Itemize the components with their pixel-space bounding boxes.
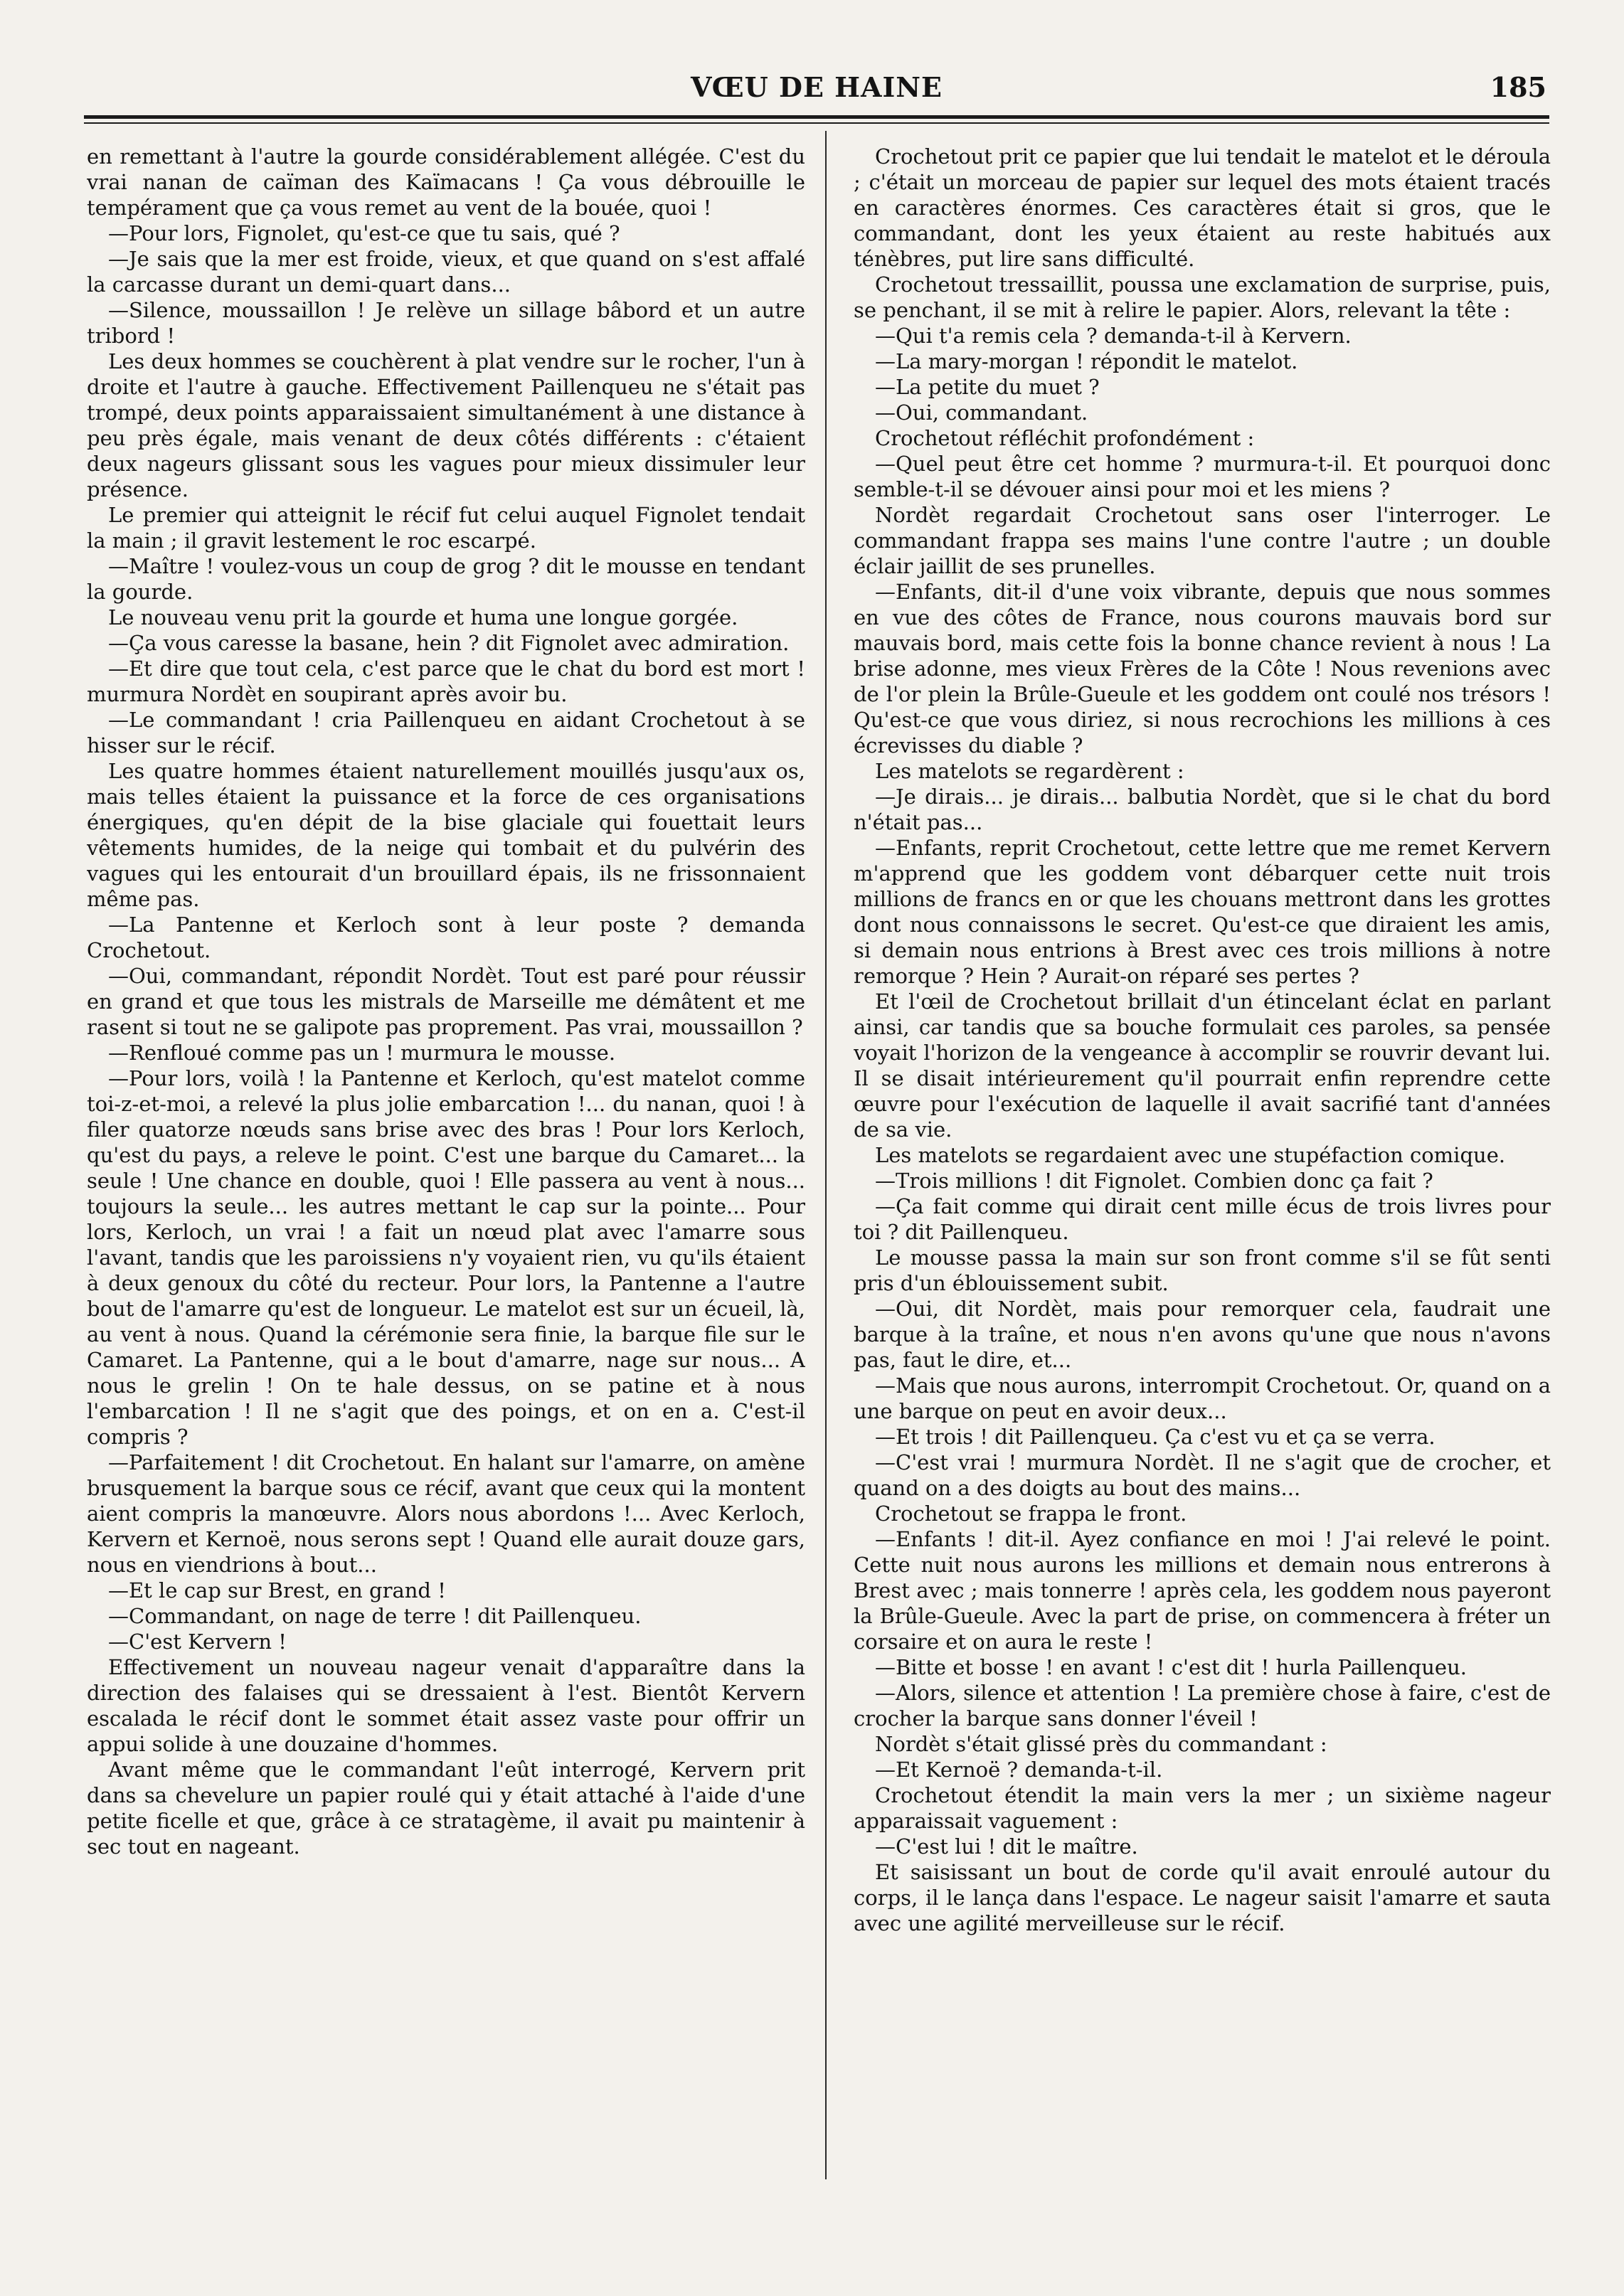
paragraph: Crochetout se frappa le front. bbox=[875, 1502, 1187, 1526]
paragraph: —Oui, dit Nordèt, mais pour remorquer cela, faudrait une barque à la traîne, et nous n'en avons qu'une que nous n'avons pas, faut le dire, et... bbox=[854, 1297, 1551, 1372]
paragraph: Et saisissant un bout de corde qu'il avait enroulé autour du corps, il le lança dans l'espace. Le nageur saisit l'amarre et sauta avec une agilité merveilleuse sur le récif. bbox=[854, 1860, 1551, 1935]
paragraph: Les deux hommes se couchèrent à plat vendre sur le rocher, l'un à droite et l'autre à gauche. Effectivement Paillenqueu ne s'était pas trompé, deux points apparaissaient simultanément à une distance à peu près égale, mais venant de deux côtés différents : c'étaient deux nageurs glissant sous les vagues pour mieux dissimuler leur présence. bbox=[87, 349, 805, 501]
paragraph: —Je sais que la mer est froide, vieux, et que quand on s'est affalé la carcasse durant un demi-quart dans... bbox=[87, 247, 805, 297]
paragraph: —Et dire que tout cela, c'est parce que le chat du bord est mort ! murmura Nordèt en soupirant après avoir bu. bbox=[87, 657, 805, 706]
paragraph: —Pour lors, voilà ! la Pantenne et Kerloch, qu'est matelot comme toi-z-et-moi, a relevé la plus jolie embarcation !... du nanan, quoi ! à filer quatorze nœuds sans brise avec des bras ! Pour lors Kerloch, qu'est du pays, a releve le point. C'est une barque du Camaret... la seule ! Une chance en double, quoi ! Elle passera au vent à nous... toujours la seule... les autres mettant le cap sur la pointe... Pour lors, Kerloch, un vrai ! a fait un nœud plat avec l'amarre sous l'avant, tandis que les paroissiens n'y voyaient rien, vu qu'ils étaient à deux genoux du côté du recteur. Pour lors, la Pantenne a l'autre bout de l'amarre qu'est de longueur. Le matelot est sur un écueil, là, au vent à nous. Quand la cérémonie sera finie, la barque file sur le Camaret. La Pantenne, qui a le bout d'amarre, nage sur nous... A nous le grelin ! On te hale dessus, on se patine et à nous l'embarcation ! Il ne s'agit que des poings, et on en a. C'est-il compris ? bbox=[87, 1066, 805, 1449]
paragraph: —Et Kernoë ? demanda-t-il. bbox=[875, 1758, 1163, 1782]
paragraph: —La petite du muet ? bbox=[875, 375, 1100, 399]
page-number: 185 bbox=[1490, 71, 1546, 103]
paragraph: —Et le cap sur Brest, en grand ! bbox=[108, 1578, 446, 1603]
paragraph: Les quatre hommes étaient naturellement mouillés jusqu'aux os, mais telles étaient la puissance et la force de ces organisations énergiques, qu'en dépit de la bise glaciale qui fouettait leurs vêtements humides, de la neige qui tombait et du pulvérin des vagues qui les entourait d'un brouillard épais, ils ne frissonnaient même pas. bbox=[87, 759, 805, 911]
paragraph: —Parfaitement ! dit Crochetout. En halant sur l'amarre, on amène brusquement la barque sous ce récif, avant que ceux qui la montent aient compris la manœuvre. Alors nous abordons !... Avec Kerloch, Kervern et Kernoë, nous serons sept ! Quand elle aurait douze gars, nous en viendrions à bout... bbox=[87, 1450, 805, 1577]
running-header bbox=[84, 63, 1549, 112]
paragraph: —Et trois ! dit Paillenqueu. Ça c'est vu et ça se verra. bbox=[875, 1425, 1435, 1449]
paragraph: —La mary-morgan ! répondit le matelot. bbox=[875, 349, 1298, 373]
paragraph: —La Pantenne et Kerloch sont à leur poste ? demanda Crochetout. bbox=[87, 913, 805, 962]
paragraph: Avant même que le commandant l'eût interrogé, Kervern prit dans sa chevelure un papier roulé qui y était attaché à l'aide d'une petite ficelle et que, grâce à ce stratagème, il avait pu maintenir à sec tout en nageant. bbox=[87, 1758, 805, 1859]
paragraph: —Le commandant ! cria Paillenqueu en aidant Crochetout à se hisser sur le récif. bbox=[87, 708, 805, 758]
paragraph: —Maître ! voulez-vous un coup de grog ? dit le mousse en tendant la gourde. bbox=[87, 554, 805, 604]
paragraph: —Oui, commandant. bbox=[875, 400, 1088, 425]
paragraph: Crochetout étendit la main vers la mer ; un sixième nageur apparaissait vaguement : bbox=[854, 1783, 1551, 1833]
paragraph: —Ça vous caresse la basane, hein ? dit Fignolet avec admiration. bbox=[108, 631, 790, 655]
paragraph: en remettant à l'autre la gourde considérablement allégée. C'est du vrai nanan de caïman des Kaïmacans ! Ça vous débrouille le tempérament que ça vous remet au vent de la bouée, quoi ! bbox=[87, 144, 805, 220]
paragraph: —Je dirais... je dirais... balbutia Nordèt, que si le chat du bord n'était pas... bbox=[854, 785, 1551, 834]
paragraph: —Mais que nous aurons, interrompit Crochetout. Or, quand on a une barque on peut en avoir deux... bbox=[854, 1373, 1551, 1423]
paragraph: —Commandant, on nage de terre ! dit Paillenqueu. bbox=[108, 1604, 642, 1628]
paragraph: —Quel peut être cet homme ? murmura-t-il. Et pourquoi donc semble-t-il se dévouer ainsi pour moi et les miens ? bbox=[854, 452, 1551, 501]
header-rule-thin bbox=[84, 122, 1549, 124]
paragraph: —C'est vrai ! murmura Nordèt. Il ne s'agit que de crocher, et quand on a des doigts au bout des mains... bbox=[854, 1450, 1551, 1500]
paragraph: Nordèt s'était glissé près du commandant : bbox=[875, 1732, 1327, 1756]
paragraph: —Bitte et bosse ! en avant ! c'est dit ! hurla Paillenqueu. bbox=[875, 1655, 1467, 1679]
paragraph: —Renfloué comme pas un ! murmura le mousse. bbox=[108, 1041, 616, 1065]
paragraph: Les matelots se regardaient avec une stupéfaction comique. bbox=[875, 1143, 1506, 1167]
paragraph: —Enfants, dit-il d'une voix vibrante, depuis que nous sommes en vue des côtes de France, nous courons mauvais bord sur mauvais bord, mais cette fois la bonne chance revient à nous ! La brise adonne, mes vieux Frères de la Côte ! Nous revenions avec de l'or plein la Brûle-Gueule et les goddem ont coulé nos trésors ! Qu'est-ce que vous diriez, si nous recrochions les millions à ces écrevisses du diable ? bbox=[854, 580, 1551, 758]
paragraph: Et l'œil de Crochetout brillait d'un étincelant éclat en parlant ainsi, car tandis que sa bouche formulait ces paroles, sa pensée voyait l'horizon de la vengeance à accomplir se rouvrir devant lui. Il se disait intérieurement qu'il pourrait enfin reprendre cette œuvre pour l'exécution de laquelle il avait sacrifié tant d'années de sa vie. bbox=[854, 989, 1551, 1142]
paragraph: Crochetout tressaillit, poussa une exclamation de surprise, puis, se penchant, il se mit à relire le papier. Alors, relevant la tête : bbox=[854, 272, 1551, 322]
paragraph: Nordèt regardait Crochetout sans oser l'interroger. Le commandant frappa ses mains l'une contre l'autre ; un double éclair jaillit de ses prunelles. bbox=[854, 503, 1551, 578]
paragraph: Le nouveau venu prit la gourde et huma une longue gorgée. bbox=[108, 605, 738, 629]
paragraph: —Qui t'a remis cela ? demanda-t-il à Kervern. bbox=[875, 324, 1352, 348]
paragraph: Les matelots se regardèrent : bbox=[875, 759, 1184, 783]
running-title: VŒU DE HAINE bbox=[690, 71, 943, 103]
paragraph: —Pour lors, Fignolet, qu'est-ce que tu sais, qué ? bbox=[108, 221, 620, 245]
paragraph: —Enfants, reprit Crochetout, cette lettre que me remet Kervern m'apprend que les goddem vont débarquer cette nuit trois millions de francs en or que les chouans mettront dans les grottes dont nous connaissons le secret. Qu'est-ce que diraient les amis, si demain nous entrions à Brest avec ces trois millions à notre remorque ? Hein ? Aurait-on réparé ses pertes ? bbox=[854, 836, 1551, 988]
paragraph: Le premier qui atteignit le récif fut celui auquel Fignolet tendait la main ; il gravit lestement le roc escarpé. bbox=[87, 503, 805, 553]
paragraph: —Alors, silence et attention ! La première chose à faire, c'est de crocher la barque sans donner l'éveil ! bbox=[854, 1681, 1551, 1731]
left-column bbox=[87, 144, 805, 2221]
paragraph: Le mousse passa la main sur son front comme s'il se fût senti pris d'un éblouissement subit. bbox=[854, 1245, 1551, 1295]
paragraph: —Oui, commandant, répondit Nordèt. Tout est paré pour réussir en grand et que tous les mistrals de Marseille me démâtent et me rasent si tout ne se galipote pas proprement. Pas vrai, moussaillon ? bbox=[87, 964, 805, 1039]
column-divider bbox=[825, 131, 827, 2179]
paragraph: —C'est lui ! dit le maître. bbox=[875, 1834, 1138, 1859]
paragraph: Crochetout réfléchit profondément : bbox=[875, 426, 1255, 450]
paragraph: Effectivement un nouveau nageur venait d'apparaître dans la direction des falaises qui se dressaient à l'est. Bientôt Kervern escalada le récif dont le sommet était assez vaste pour offrir un appui solide à une douzaine d'hommes. bbox=[87, 1655, 805, 1756]
paragraph: —Silence, moussaillon ! Je relève un sillage bâbord et un autre tribord ! bbox=[87, 298, 805, 348]
paragraph: —C'est Kervern ! bbox=[108, 1630, 287, 1654]
header-rule-thick bbox=[84, 115, 1549, 119]
right-column bbox=[854, 144, 1551, 2221]
paragraph: —Ça fait comme qui dirait cent mille écus de trois livres pour toi ? dit Paillenqueu. bbox=[854, 1194, 1551, 1244]
paragraph: —Trois millions ! dit Fignolet. Combien donc ça fait ? bbox=[875, 1169, 1433, 1193]
paragraph: —Enfants ! dit-il. Ayez confiance en moi ! J'ai relevé le point. Cette nuit nous aurons les millions et demain nous entrerons à Brest avec ; mais tonnerre ! après cela, les goddem nous payeront la Brûle-Gueule. Avec la part de prise, on commencera à fréter un corsaire et on aura le reste ! bbox=[854, 1527, 1551, 1654]
paragraph: Crochetout prit ce papier que lui tendait le matelot et le déroula ; c'était un morceau de papier sur lequel des mots étaient tracés en caractères énormes. Ces caractères était si gros, que le commandant, dont les yeux étaient au reste habitués aux ténèbres, put lire sans difficulté. bbox=[854, 144, 1551, 271]
